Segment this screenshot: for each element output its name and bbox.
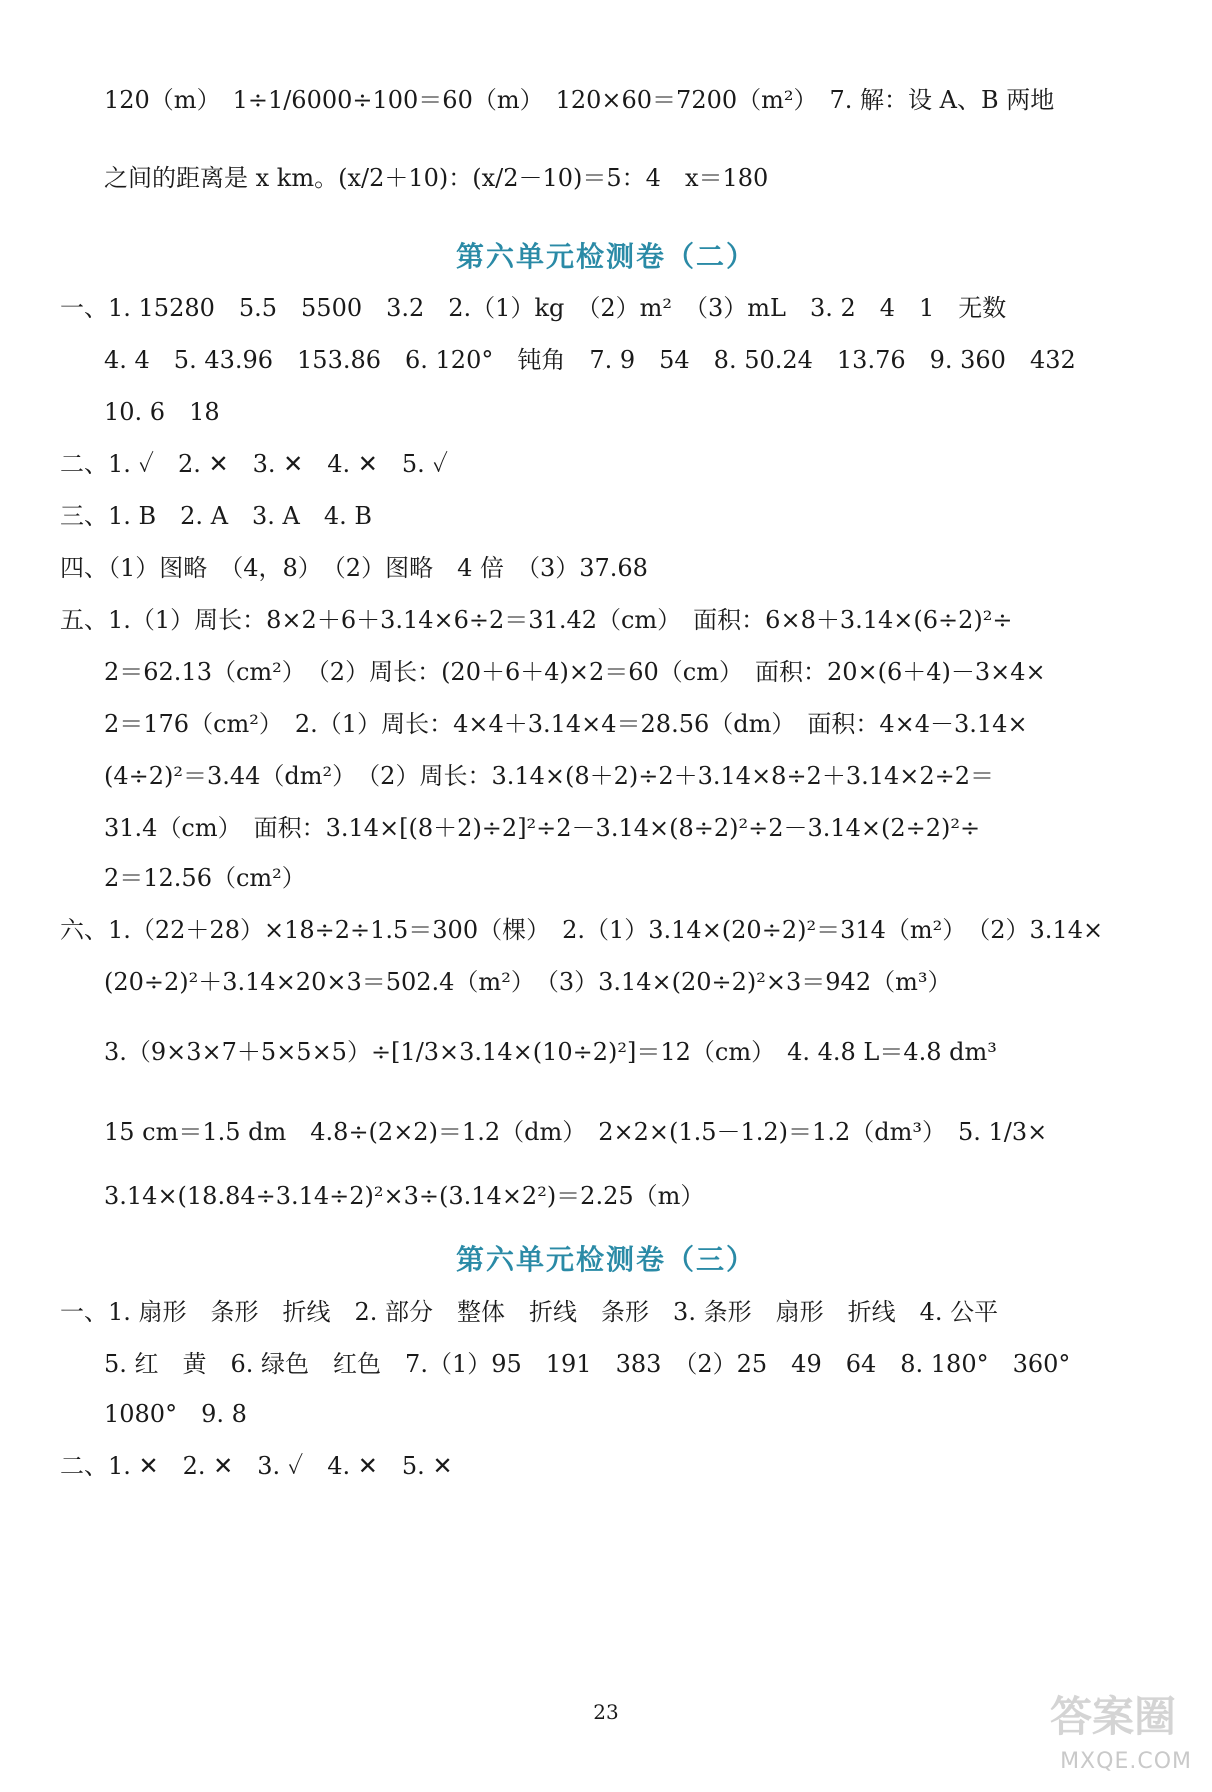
watermark-site: MXQE.COM bbox=[1060, 1749, 1192, 1774]
text-line: 31.4（cm） 面积：3.14×[(8＋2)÷2]²÷2－3.14×(8÷2)²÷2－3.14×(2÷2)²÷ bbox=[104, 814, 981, 842]
text-line: 5. 红 黄 6. 绿色 红色 7.（1）95 191 383 （2）25 49 64 8. 180° 360° bbox=[104, 1350, 1071, 1378]
watermark-logo: 答案圈 bbox=[1049, 1692, 1176, 1741]
section-heading: 第六单元检测卷（三） bbox=[455, 1243, 756, 1276]
text-line: 1080° 9. 8 bbox=[104, 1400, 247, 1428]
text-line: 2＝176（cm²） 2.（1）周长：4×4＋3.14×4＝28.56（dm） 面积：4×4－3.14× bbox=[104, 710, 1028, 738]
text-line: 一、1. 扇形 条形 折线 2. 部分 整体 折线 条形 3. 条形 扇形 折线 4. 公平 bbox=[60, 1298, 999, 1326]
text-line: 4. 4 5. 43.96 153.86 6. 120° 钝角 7. 9 54 8. 50.24 13.76 9. 360 432 bbox=[104, 346, 1076, 374]
text-line: 二、1. ✕ 2. ✕ 3. ✓ 4. ✕ 5. ✕ bbox=[60, 1452, 453, 1480]
text-line: 3.14×(18.84÷3.14÷2)²×3÷(3.14×2²)＝2.25（m） bbox=[104, 1182, 705, 1210]
text-line: 2＝62.13（cm²） （2）周长：(20＋6＋4)×2＝60（cm） 面积：20×(6＋4)－3×4× bbox=[104, 658, 1046, 686]
text-line: 15 cm＝1.5 dm 4.8÷(2×2)＝1.2（dm） 2×2×(1.5－1.2)＝1.2（dm³） 5. 1/3× bbox=[104, 1118, 1048, 1146]
text-line: 四、（1）图略 （4，8） （2）图略 4 倍 （3）37.68 bbox=[60, 554, 648, 582]
watermark bbox=[982, 1684, 1192, 1774]
text-line: 三、1. B 2. A 3. A 4. B bbox=[60, 502, 373, 530]
text-line: 二、1. ✓ 2. ✕ 3. ✕ 4. ✕ 5. ✓ bbox=[60, 450, 448, 478]
text-line: 3.（9×3×7＋5×5×5）÷[1/3×3.14×(10÷2)²]＝12（cm） 4. 4.8 L＝4.8 dm³ bbox=[104, 1038, 997, 1066]
section-heading: 第六单元检测卷（二） bbox=[455, 240, 756, 273]
text-line: 六、1.（22＋28）×18÷2÷1.5＝300（棵） 2.（1）3.14×(20÷2)²＝314（m²） （2）3.14× bbox=[60, 916, 1104, 944]
text-line: 一、1. 15280 5.5 5500 3.2 2.（1）kg （2）m² （3）mL 3. 2 4 1 无数 bbox=[60, 294, 1007, 322]
text-line: 五、1.（1）周长：8×2＋6＋3.14×6÷2＝31.42（cm） 面积：6×8＋3.14×(6÷2)²÷ bbox=[60, 606, 1013, 634]
page-number: 23 bbox=[593, 1700, 619, 1724]
text-line: 120（m） 1÷1/6000÷100＝60（m） 120×60＝7200（m²） 7. 解：设 A、B 两地 bbox=[104, 86, 1055, 114]
text-line: 10. 6 18 bbox=[104, 398, 220, 426]
text-line: (4÷2)²＝3.44（dm²） （2）周长：3.14×(8＋2)÷2＋3.14×8÷2＋3.14×2÷2＝ bbox=[104, 762, 995, 790]
text-line: 之间的距离是 x km。(x/2＋10)：(x/2－10)＝5：4 x＝180 bbox=[104, 164, 769, 192]
text-line: 2＝12.56（cm²） bbox=[104, 864, 306, 892]
text-line: (20÷2)²＋3.14×20×3＝502.4（m²） （3）3.14×(20÷2)²×3＝942（m³） bbox=[104, 968, 952, 996]
